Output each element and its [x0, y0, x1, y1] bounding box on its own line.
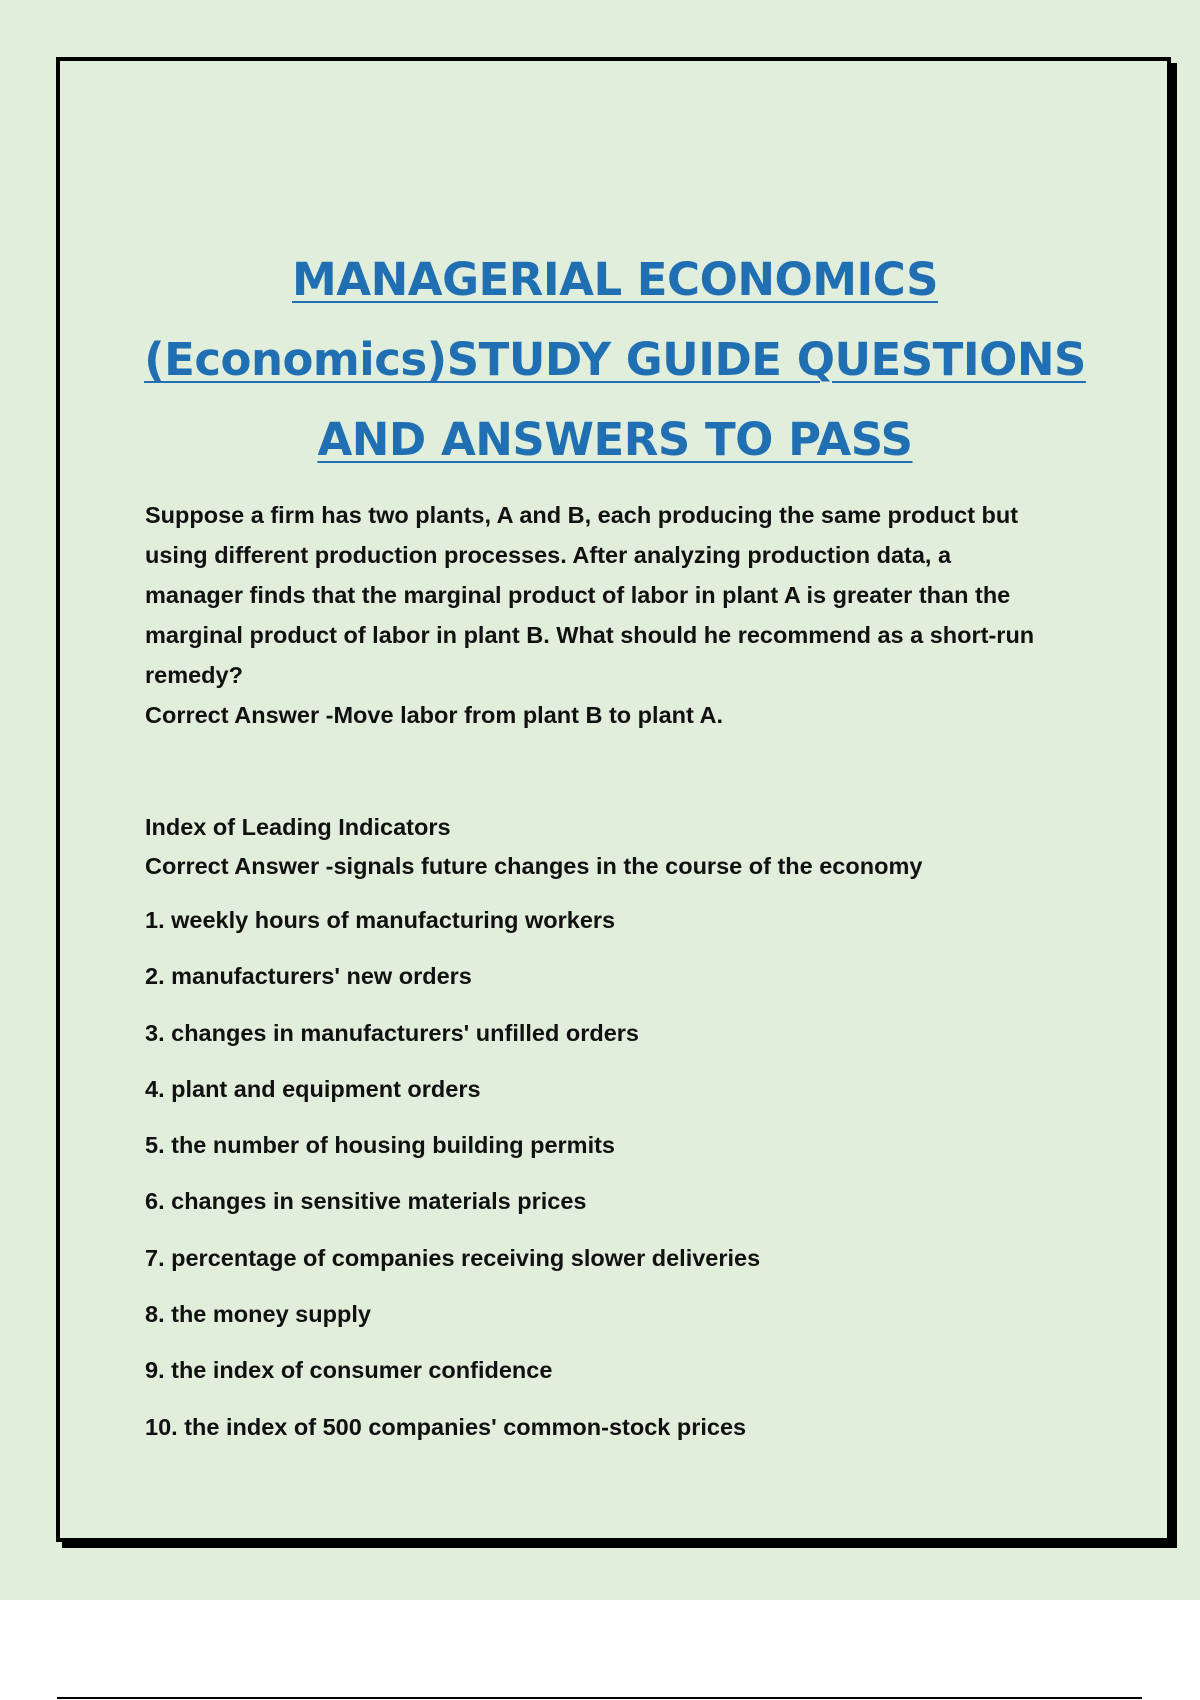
document-title [60, 240, 1170, 480]
question-2-block [145, 808, 1105, 886]
leading-indicators-list [145, 900, 1105, 1463]
list-item: 8. the money supply [145, 1301, 371, 1328]
title-line-3: AND ANSWERS TO PASS [317, 413, 913, 466]
question-1-line: manager finds that the marginal product of labor in plant A is greater than the [145, 582, 1011, 608]
title-line-2: (Economics)STUDY GUIDE QUESTIONS [144, 333, 1086, 386]
list-item: 2. manufacturers' new orders [145, 963, 472, 990]
question-1-block [145, 495, 1105, 735]
list-item: 5. the number of housing building permits [145, 1132, 615, 1159]
footer-divider [57, 1697, 1142, 1699]
question-1-line: using different production processes. After analyzing production data, a [145, 542, 952, 568]
question-2-answer: Correct Answer -signals future changes in the course of the economy [145, 853, 923, 879]
question-1-line: Suppose a firm has two plants, A and B, each producing the same product but [145, 502, 1019, 528]
list-item: 9. the index of consumer confidence [145, 1357, 553, 1384]
question-2-heading: Index of Leading Indicators [145, 814, 451, 840]
list-item: 10. the index of 500 companies' common-stock prices [145, 1413, 747, 1440]
question-1-line: marginal product of labor in plant B. What should he recommend as a short-run [145, 622, 1035, 648]
list-item: 3. changes in manufacturers' unfilled orders [145, 1019, 639, 1046]
question-1-line: remedy? [145, 662, 243, 688]
list-item: 4. plant and equipment orders [145, 1075, 481, 1102]
question-1-answer: Correct Answer -Move labor from plant B to plant A. [145, 702, 723, 728]
list-item: 6. changes in sensitive materials prices [145, 1188, 587, 1215]
title-line-1: MANAGERIAL ECONOMICS [291, 253, 939, 306]
list-item: 7. percentage of companies receiving slower deliveries [145, 1244, 761, 1271]
list-item: 1. weekly hours of manufacturing workers [145, 907, 616, 933]
